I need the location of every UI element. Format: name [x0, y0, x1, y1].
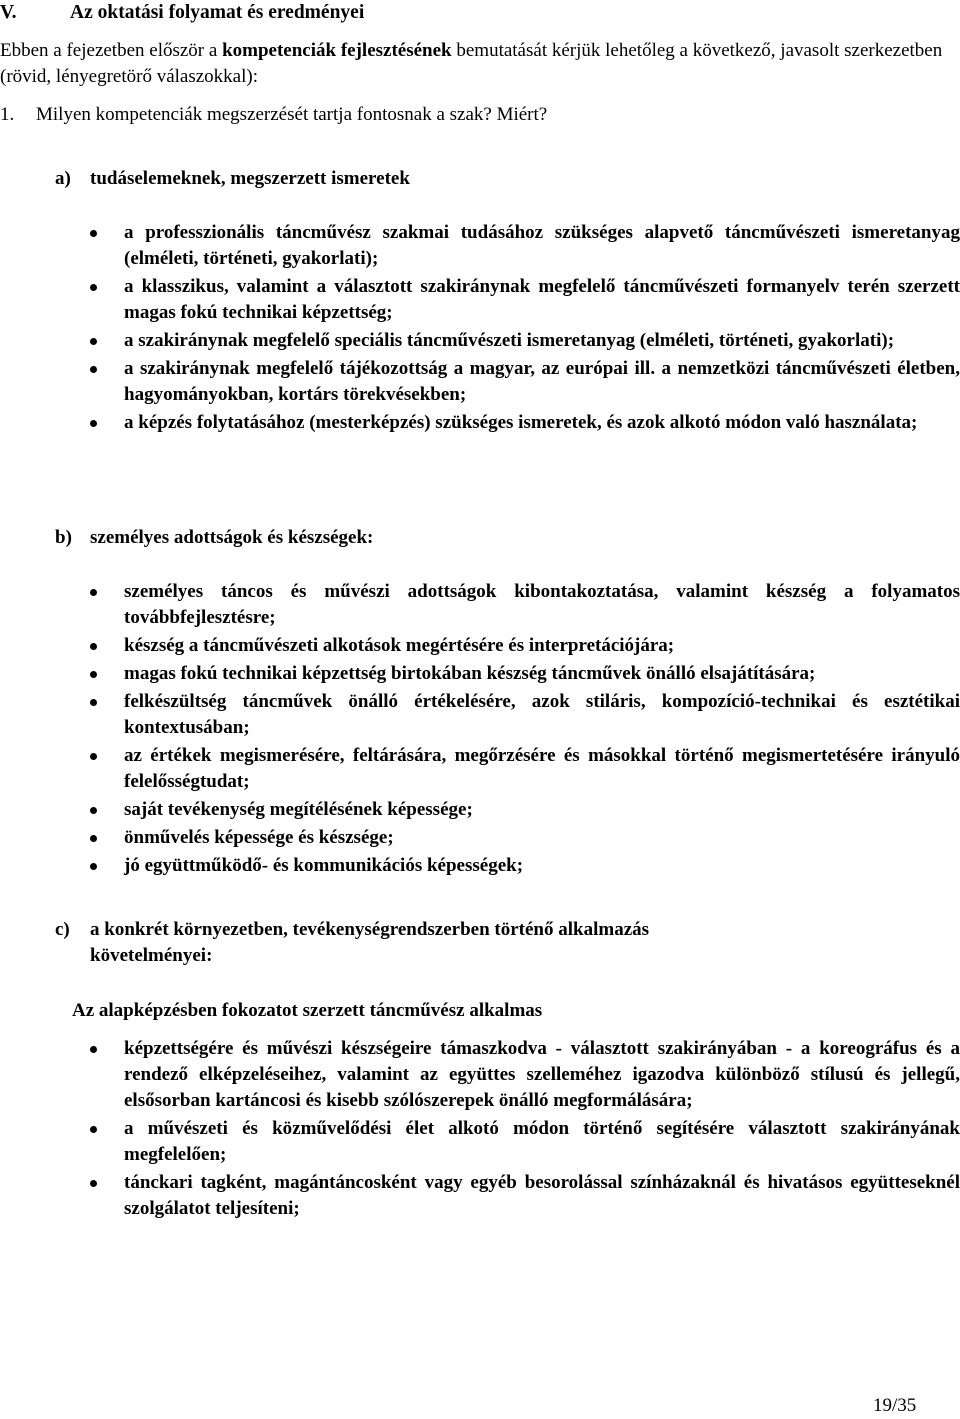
list-item-text: a szakiránynak megfelelő speciális táncművészeti ismeretanyag (elméleti, történeti, gyakorlati);: [124, 330, 895, 351]
intro-emphasis: kompetenciák fejlesztésének: [222, 40, 452, 61]
chapter-number: V.: [0, 2, 17, 23]
chapter-title: Az oktatási folyamat és eredményei: [70, 2, 365, 23]
list-item: [0, 1036, 960, 1114]
list-item-text: a képzés folytatásához (mesterképzés) szükséges ismeretek, és azok alkotó módon való használata;: [124, 412, 918, 433]
section-a-letter: a): [55, 168, 71, 189]
list-item: [0, 797, 960, 823]
list-item-text: képzettségére és művészi készségeire támaszkodva - választott szakirányában - a koreográfus és a rendező elképzeléseihez, valamint az együttes szelleméhez igazodva különböző stílusú és jellegű, elsősorban kartáncosi és kisebb szólószerepek önálló megformálására;: [124, 1038, 960, 1111]
bullet-icon: [90, 643, 97, 650]
list-item-text: a szakiránynak megfelelő tájékozottság a magyar, az európai ill. a nemzetközi táncművészeti életben, hagyományokban, kortárs törekvésekben;: [124, 358, 960, 405]
bullet-icon: [90, 284, 97, 291]
list-item-text: a művészeti és közművelődési élet alkotó módon történő segítésére választott szakirányának megfelelően;: [124, 1118, 960, 1165]
intro-paragraph: [0, 38, 960, 90]
section-b-title: személyes adottságok és készségek:: [90, 527, 374, 548]
bullet-icon: [90, 1046, 97, 1053]
chapter-heading: [0, 0, 364, 26]
list-item-text: önművelés képessége és készsége;: [124, 827, 394, 848]
question-number: 1.: [0, 104, 15, 125]
list-item: [0, 220, 960, 272]
list-item: [0, 328, 960, 354]
intro-text-1: Ebben a fejezetben először a: [0, 40, 223, 61]
section-b-list: [0, 579, 960, 881]
list-item-text: felkészültség táncművek önálló értékelésére, azok stiláris, kompozíció-technikai és esztétikai kontextusában;: [124, 691, 960, 738]
section-c-title: a konkrét környezetben, tevékenységrendszerben történő alkalmazás: [90, 919, 650, 940]
section-a-heading: [55, 166, 410, 192]
list-item-text: jó együttműködő- és kommunikációs képességek;: [124, 855, 524, 876]
list-item: [0, 689, 960, 741]
list-item-text: a professzionális táncművész szakmai tudásához szükséges alapvető táncművészeti ismeretanyag (elméleti, történeti, gyakorlati);: [124, 222, 960, 269]
section-a-title: tudáselemeknek, megszerzett ismeretek: [90, 168, 410, 189]
list-item-text: a klasszikus, valamint a választott szakiránynak megfelelő táncművészeti formanyelv terén szerzett magas fokú technikai képzettség;: [124, 276, 960, 323]
bullet-icon: [90, 807, 97, 814]
list-item: [0, 853, 960, 879]
list-item-text: magas fokú technikai képzettség birtokában készség táncművek önálló elsajátítására;: [124, 663, 816, 684]
bullet-icon: [90, 420, 97, 427]
list-item-text: készség a táncművészeti alkotások megértésére és interpretációjára;: [124, 635, 675, 656]
list-item-text: saját tevékenység megítélésének képessége;: [124, 799, 473, 820]
section-b-heading: [55, 525, 373, 551]
bullet-icon: [90, 366, 97, 373]
page-number: 19/35: [873, 1395, 917, 1416]
bullet-icon: [90, 835, 97, 842]
list-item: [0, 1170, 960, 1222]
list-item-text: tánckari tagként, magántáncosként vagy egyéb besorolással színházaknál és hivatásos együtteseknél szolgálatot teljesíteni;: [124, 1172, 960, 1219]
question-1: [0, 102, 547, 128]
list-item: [0, 825, 960, 851]
section-c-letter: c): [55, 919, 70, 940]
bullet-icon: [90, 338, 97, 345]
section-c-heading: [55, 917, 649, 969]
bullet-icon: [90, 230, 97, 237]
bullet-icon: [90, 1180, 97, 1187]
list-item-text: személyes táncos és művészi adottságok kibontakoztatása, valamint készség a folyamatos továbbfejlesztésre;: [124, 581, 960, 628]
list-item: [0, 661, 960, 687]
list-item: [0, 274, 960, 326]
list-item: [0, 410, 960, 436]
section-c-list: [0, 1036, 960, 1224]
bullet-icon: [90, 863, 97, 870]
intro-text-2: bemutatását kérjük lehetőleg a következő, javasolt szerkezetben (rövid, lényegretörő válaszokkal):: [0, 40, 943, 87]
bullet-icon: [90, 699, 97, 706]
question-text: Milyen kompetenciák megszerzését tartja fontosnak a szak? Miért?: [36, 104, 548, 125]
section-c-title-continued: követelményei:: [90, 945, 213, 966]
section-a-list: [0, 220, 960, 438]
bullet-icon: [90, 671, 97, 678]
list-item-text: az értékek megismerésére, feltárására, megőrzésére és másokkal történő megismertetésére irányuló felelősségtudat;: [124, 745, 960, 792]
bullet-icon: [90, 753, 97, 760]
bullet-icon: [90, 589, 97, 596]
list-item: [0, 579, 960, 631]
list-item: [0, 356, 960, 408]
bullet-icon: [90, 1126, 97, 1133]
section-c-subheading: Az alapképzésben fokozatot szerzett táncművész alkalmas: [72, 1000, 543, 1021]
list-item: [0, 633, 960, 659]
list-item: [0, 743, 960, 795]
list-item: [0, 1116, 960, 1168]
section-b-letter: b): [55, 527, 72, 548]
